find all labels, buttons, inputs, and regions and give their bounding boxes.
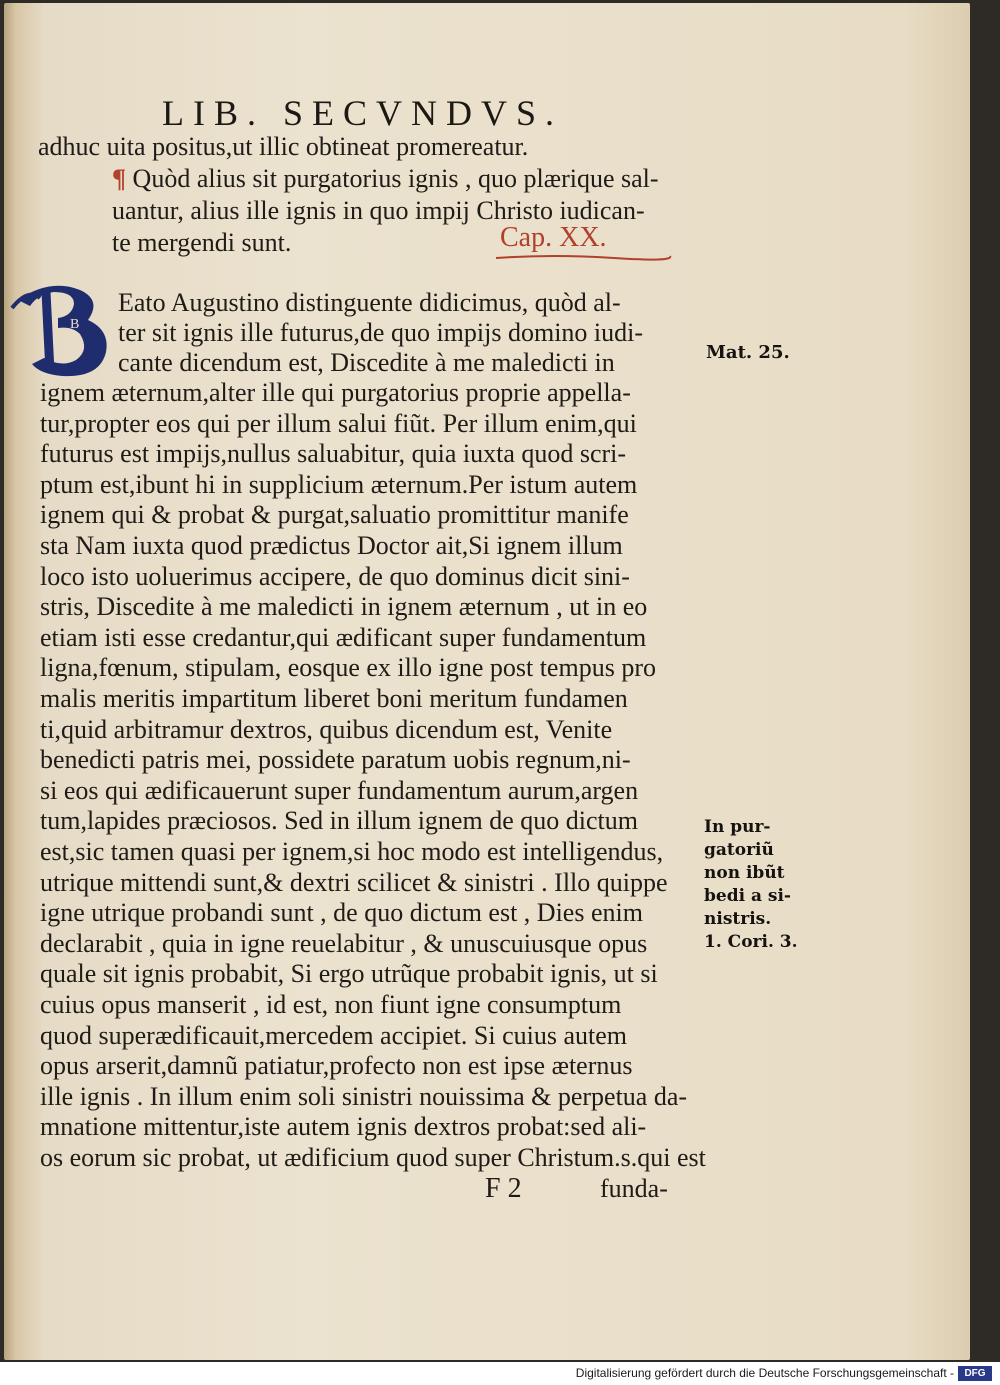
- body-line: stris, Discedite à me maledicti in ignem æternum , ut in eo: [40, 592, 648, 622]
- body-line: ille ignis . In illum enim soli sinistri nouissima & perpetua da-: [40, 1081, 688, 1111]
- body-line: ligna,fœnum, stipulam, eosque ex illo igne post tempus pro: [40, 653, 656, 683]
- paragraph-mark-icon: ¶: [112, 164, 127, 193]
- chapter-underline: [494, 252, 674, 262]
- body-line: ti,quid arbitramur dextros, quibus dicendum est, Venite: [40, 714, 613, 744]
- marginal-line: 1. Cori. 3.: [704, 932, 798, 952]
- running-header: LIB. SECVNDVS.: [162, 93, 564, 133]
- body-line: sta Nam iuxta quod prædictus Doctor ait,Si ignem illum: [40, 531, 623, 560]
- body-line: cante dicendum est, Discedite à me maledicti in: [118, 348, 615, 377]
- body-line: si eos qui ædificauerunt super fundamentum aurum,argen: [40, 775, 639, 805]
- body-line: cuius opus manserit , id est, non fiunt igne consumptum: [40, 990, 622, 1019]
- body-line: etiam isti esse credantur,qui ædificant super fundamentum: [40, 622, 647, 652]
- heading-text-1: Quòd alius sit purgatorius ignis , quo plærique sal-: [132, 164, 659, 193]
- drop-initial-letter: B: [70, 317, 80, 332]
- catchword: funda-: [600, 1174, 668, 1203]
- dfg-logo: DFG: [958, 1366, 992, 1381]
- heading-line-2: uantur, alius ille ignis in quo impij Christo iudican-: [112, 196, 645, 225]
- chapter-number: [500, 222, 607, 254]
- body-line: declarabit , quia in igne reuelabitur , & unuscuiusque opus: [40, 928, 648, 958]
- intro-line: adhuc uita positus,ut illic obtineat promereatur.: [38, 132, 529, 161]
- body-line: ignem qui & probat & purgat,saluatio promittitur manife: [40, 500, 629, 530]
- heading-line-3: te mergendi sunt.: [112, 228, 292, 257]
- marginal-line: bedi a si-: [704, 886, 791, 906]
- body-line: igne utrique probandi sunt , de quo dictum est , Dies enim: [40, 898, 643, 928]
- body-line: malis meritis impartitum liberet boni meritum fundamen: [40, 684, 628, 713]
- funding-credit: Digitalisierung gefördert durch die Deutsche Forschungsgemeinschaft -: [575, 1366, 954, 1380]
- marginal-line: In pur-: [704, 817, 771, 837]
- body-line: mnatione mittentur,iste autem ignis dextros probat:sed ali-: [40, 1112, 647, 1142]
- body-line: benedicti patris mei, possidete paratum uobis regnum,ni-: [40, 745, 631, 775]
- body-line: est,sic tamen quasi per ignem,si hoc modo est intelligendus,: [40, 837, 664, 866]
- body-line: ignem æternum,alter ille qui purgatorius proprie appella-: [40, 378, 631, 407]
- body-line: loco isto uoluerimus accipere, de quo dominus dicit sini-: [40, 561, 630, 591]
- body-line: Eato Augustino distinguente didicimus, quòd al-: [118, 288, 621, 317]
- body-line: opus arserit,damnũ patiatur,profecto non est ipse æternus: [40, 1051, 633, 1081]
- body-line: ter sit ignis ille futurus,de quo impijs domino iudi-: [118, 318, 644, 347]
- signature-mark: F 2: [485, 1173, 522, 1204]
- marginal-note-matthew: Mat. 25.: [706, 342, 790, 363]
- decorated-initial: [10, 268, 120, 386]
- heading-line-1: [112, 164, 659, 194]
- body-line: ptum est,ibunt hi in supplicium æternum.Per istum autem: [40, 469, 638, 499]
- marginal-line: nistris.: [704, 909, 772, 929]
- body-line: futurus est impijs,nullus saluabitur, quia iuxta quod scri-: [40, 439, 627, 469]
- body-line: utrique mittendi sunt,& dextri scilicet & sinistri . Illo quippe: [40, 867, 668, 897]
- marginal-line: gatoriũ: [704, 840, 774, 860]
- body-line: quod superædificauit,mercedem accipiet. Si cuius autem: [40, 1020, 627, 1050]
- body-line: quale sit ignis probabit, Si ergo utrũque probabit ignis, ut si: [40, 959, 658, 989]
- body-line: tur,propter eos qui per illum salui fiũt. Per illum enim,qui: [40, 408, 637, 438]
- marginal-line: non ibũt: [704, 863, 785, 883]
- body-line: os eorum sic probat, ut ædificium quod super Christum.s.qui est: [40, 1143, 706, 1172]
- body-line: tum,lapides præciosos. Sed in illum ignem de quo dictum: [40, 806, 638, 836]
- chapter-label: Cap. XX.: [500, 222, 607, 253]
